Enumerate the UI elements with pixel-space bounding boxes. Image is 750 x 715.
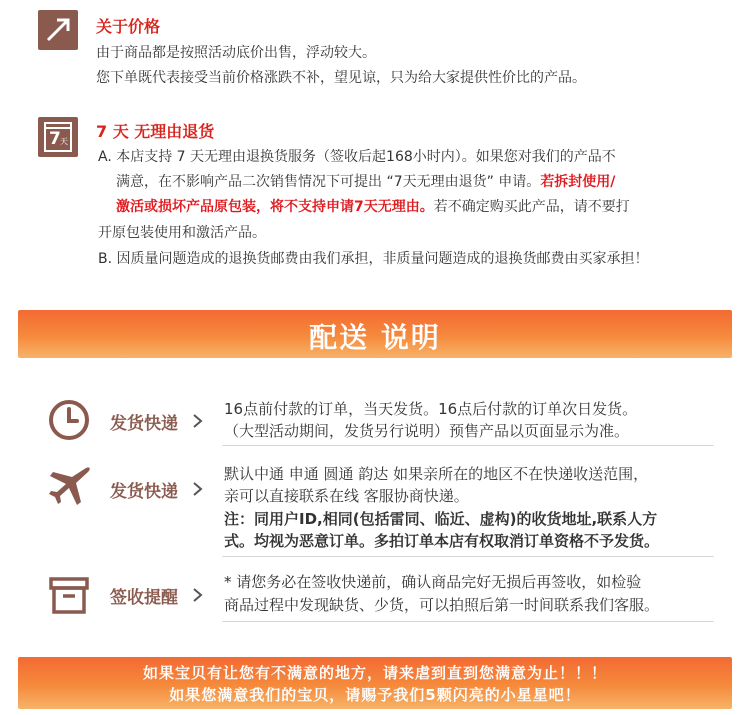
price-trend-icon — [38, 10, 78, 50]
divider — [222, 556, 714, 557]
clock-icon — [46, 397, 92, 443]
row-label-signing: 签收提醒 — [110, 588, 178, 608]
row-label-shipping-2: 发货快递 — [110, 482, 178, 502]
row-warning-line-1: 注：同用户ID,相同(包括雷同、临近、虚构)的收货地址,联系人方 — [224, 510, 658, 528]
row-text-line-1: * 请您务必在签收快递前，确认商品完好无损后再签收，如检验 — [224, 573, 642, 591]
price-line-1: 由于商品都是按照活动底价出售，浮动较大。 — [96, 45, 376, 61]
calendar-number: 7 — [49, 129, 61, 149]
row-text-line-1: 默认中通 申通 圆通 韵达 如果亲所在的地区不在快递收送范围， — [224, 465, 649, 483]
closing-line-1: 如果宝贝有让您有不满意的地方，请来虐到直到您满意为止！！！ — [142, 664, 607, 682]
returns-line-2 — [116, 172, 615, 192]
delivery-banner — [18, 310, 732, 358]
returns-section — [0, 115, 750, 275]
divider — [222, 621, 714, 622]
row-text-line-1: 16点前付款的订单，当天发货。16点后付款的订单次日发货。 — [224, 400, 638, 418]
price-line-2: 您下单既代表接受当前价格涨跌不补，望见谅，只为给大家提供性价比的产品。 — [96, 70, 586, 86]
returns-line-3-normal: 若不确定购买此产品，请不要打 — [433, 199, 630, 215]
row-label-shipping: 发货快递 — [110, 414, 178, 434]
returns-line-4: 开原包装使用和激活产品。 — [98, 225, 266, 241]
chevron-right-icon — [190, 588, 204, 602]
box-icon — [46, 572, 92, 618]
returns-line-1: A. 本店支持 7 天无理由退换货服务（签收后起168小时内）。如果您对我们的产品不 — [98, 149, 616, 165]
returns-line-5: B. 因质量问题造成的退换货邮费由我们承担，非质量问题造成的退换货邮费由买家承担！ — [98, 251, 649, 267]
delivery-row-shipping-time — [0, 395, 750, 455]
returns-line-3 — [116, 197, 630, 217]
divider — [222, 445, 714, 446]
returns-line-2-normal: 满意，在不影响产品二次销售情况下可提出 “7天无理由退货” 申请。 — [116, 174, 541, 190]
delivery-row-couriers — [0, 460, 750, 560]
row-text-line-2: （大型活动期间，发货另行说明）预售产品以页面显示为准。 — [224, 422, 630, 440]
delivery-row-signing — [0, 570, 750, 630]
price-section — [0, 8, 750, 103]
row-text-line-2: 商品过程中发现缺货、少货，可以拍照后第一时间联系我们客服。 — [224, 596, 660, 614]
delivery-banner-title: 配送 说明 — [309, 321, 441, 354]
row-text-line-2: 亲可以直接联系在线 客服协商快递。 — [224, 487, 469, 505]
airplane-icon — [46, 464, 92, 510]
chevron-right-icon — [190, 482, 204, 496]
chevron-right-icon — [190, 414, 204, 428]
calendar-7-days-icon — [38, 117, 78, 157]
returns-title: 7 天 无理由退货 — [96, 122, 215, 141]
closing-line-2: 如果您满意我们的宝贝，请赐予我们5颗闪亮的小星星吧！ — [169, 686, 581, 704]
calendar-day-label: 天 — [60, 137, 68, 146]
price-title: 关于价格 — [96, 17, 161, 36]
returns-line-2-warning: 若拆封使用/ — [540, 174, 616, 190]
closing-banner — [18, 657, 732, 709]
returns-line-3-warning: 激活或损坏产品原包装，将不支持申请7天无理由。 — [116, 199, 434, 215]
row-warning-line-2: 式。均视为恶意订单。多拍订单本店有权取消订单资格不予发货。 — [224, 532, 660, 550]
